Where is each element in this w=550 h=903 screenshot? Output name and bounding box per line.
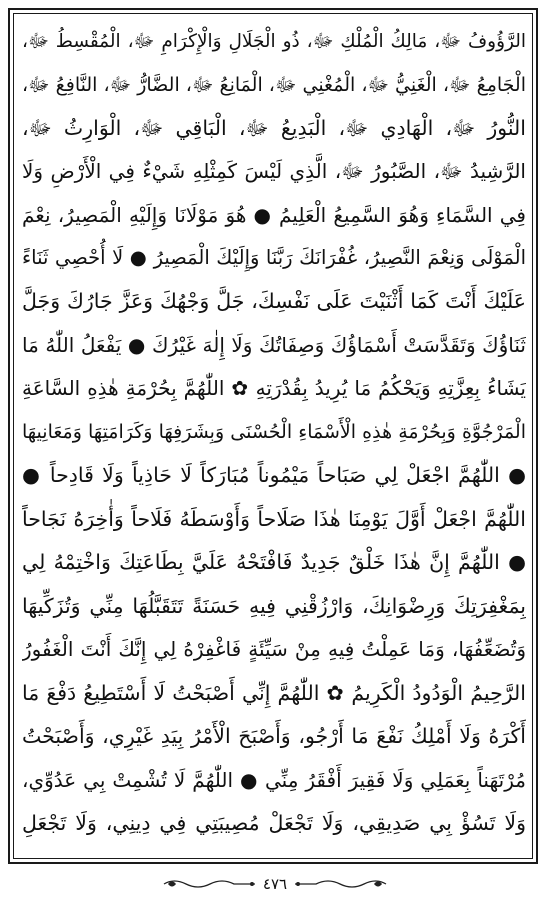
text-line: الْمَوْلَى وَنِعْمَ النَّصِيرُ، غُفْرَانَكَ رَبَّنَا وَإِلَيْكَ الْمَصِيرُ ● لَا أُحْصِي ثَنَاءً bbox=[22, 246, 526, 269]
text-line: الْجَامِعُ ﷻ، الْغَنِيُّ ﷻ، الْمُغْنِي ﷻ، الْمَانِعُ ﷻ، الضَّارُّ ﷻ، النَّافِعُ ﷻ، bbox=[22, 74, 526, 96]
text-line: وَتُضَعِّفُهَا، وَمَا عَمِلْتُ فِيهِ مِنْ سَيِّئَةٍ فَاغْفِرْهُ لِي إِنَّكَ أَنْتَ الْغَفُورُ bbox=[22, 637, 526, 661]
text-line: ثَنَاؤُكَ وَتَقَدَّسَتْ أَسْمَاؤُكَ وَصِفَاتُكَ وَلَا إِلٰهَ غَيْرُكَ ● يَفْعَلُ اللّٰهُ مَا bbox=[22, 333, 526, 357]
page-number: ٤٧٦ bbox=[262, 875, 288, 893]
text-line: أَكْرَهُ وَلَا أَمْلِكُ نَفْعَ مَا أَرْجُو، وَأَصْبَحَ الْأَمْرُ بِيَدِ غَيْرِي، وَأَصْبَحْتُ bbox=[22, 724, 526, 748]
text-line: وَلَا تَسُؤْ بِي صَدِيقِي، وَلَا تَجْعَلْ مُصِيبَتِي فِي دِينِي، وَلَا تَجْعَلِ bbox=[22, 811, 526, 835]
text-line: بِمَغْفِرَتِكَ وَرِضْوَانِكَ، وَارْزُقْنِي فِيهِ حَسَنَةً تَتَقَبَّلُهَا مِنِّي وَتُزَكِّيهَا bbox=[22, 594, 526, 618]
text-line: ● اللّٰهُمَّ اجْعَلْ لِي صَبَاحاً مَيْمُوناً مُبَارَكاً لَا حَاذِياً وَلَا قَادِحاً ● bbox=[22, 463, 526, 487]
text-line: اللّٰهُمَّ اجْعَلْ أَوَّلَ يَوْمِنَا هٰذَا صَلَاحاً وَأَوْسَطَهُ فَلَاحاً وَأٰخِرَهُ نَجَاحاً bbox=[22, 507, 526, 531]
text-line: الرَّشِيدُ ﷻ، الصَّبُورُ ﷻ، الَّذِي لَيْسَ كَمِثْلِهِ شَيْءٌ فِي الْأَرْضِ وَلَا bbox=[22, 159, 526, 183]
ornament-right-icon bbox=[293, 877, 388, 891]
text-line: عَلَيْكَ أَنْتَ كَمَا أَثْنَيْتَ عَلَى نَفْسِكَ، جَلَّ وَجْهُكَ وَعَزَّ جَارُكَ وَجَلَّ bbox=[22, 289, 526, 313]
text-line: الرَّحِيمُ الْوَدُودُ الْكَرِيمُ ✿ اللّٰهُمَّ إِنِّي أَصْبَحْتُ لَا أَسْتَطِيعُ دَفْعَ مَا bbox=[22, 681, 526, 705]
text-line: يَشَاءُ بِعِزَّتِهِ وَيَحْكُمُ مَا يُرِيدُ بِقُدْرَتِهِ ✿ اللّٰهُمَّ بِحُرْمَةِ هٰذِهِ السَّاعَةِ bbox=[22, 376, 526, 400]
text-line: الرَّؤُوفُ ﷻ، مَالِكُ الْمُلْكِ ﷻ، ذُو الْجَلَالِ وَالْإِكْرَامِ ﷻ، الْمُقْسِطُ ﷻ، bbox=[22, 31, 526, 52]
text-line: النُّورُ ﷻ، الْهَادِي ﷻ، الْبَدِيعُ ﷻ، الْبَاقِي ﷻ، الْوَارِثُ ﷻ، bbox=[22, 116, 526, 140]
page-footer bbox=[0, 872, 550, 896]
text-body bbox=[22, 22, 526, 852]
ornament-left-icon bbox=[162, 877, 257, 891]
text-line: فِي السَّمَاءِ وَهُوَ السَّمِيعُ الْعَلِيمُ ● هُوَ مَوْلَانَا وَإِلَيْهِ الْمَصِيرُ، نِعْمَ bbox=[22, 203, 526, 227]
text-line: ● اللّٰهُمَّ إِنَّ هٰذَا خَلْقٌ جَدِيدٌ فَافْتَحْهُ عَلَيَّ بِطَاعَتِكَ وَاخْتِمْهُ لِي bbox=[22, 550, 526, 574]
text-line: الْمَرْجُوَّةِ وَبِحُرْمَةِ هٰذِهِ الْأَسْمَاءِ الْحُسْنَى وَبِشَرَفِهَا وَكَرَامَتِهَا وَمَعَانِيهَا bbox=[22, 421, 526, 443]
text-line: مُرْتَهَناً بِعَمَلِي وَلَا فَقِيرَ أَفْقَرُ مِنِّي ● اللّٰهُمَّ لَا تُشْمِتْ بِي عَدُوِّي، bbox=[22, 768, 526, 792]
